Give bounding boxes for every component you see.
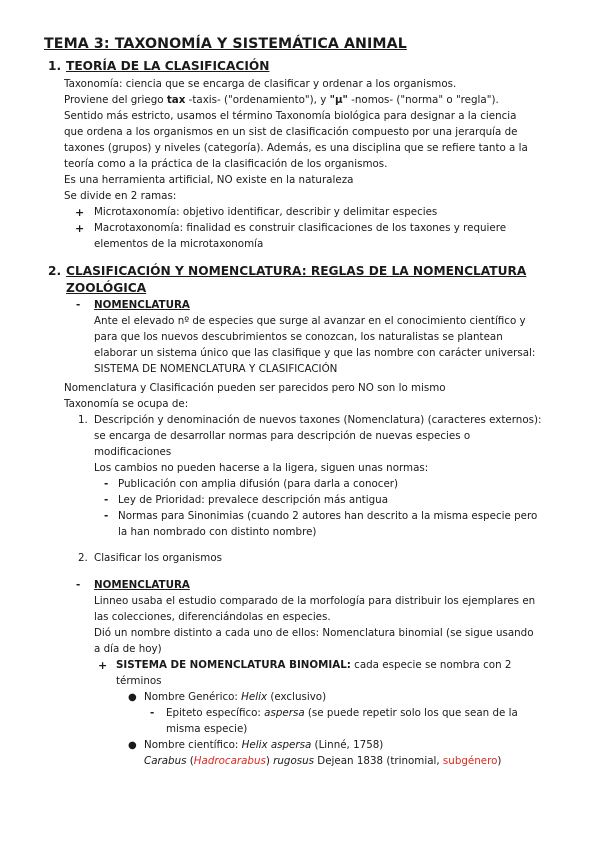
list-item-continuation: términos <box>116 675 162 687</box>
list-item: Nombre científico: Helix aspersa (Linné, 1758) <box>144 739 384 751</box>
list-item-continuation: modificaciones <box>94 446 172 458</box>
disc-bullet-icon: ● <box>128 692 137 703</box>
example-line: Carabus (Hadrocarabus) rugosus Dejean 1838 (trinomial, subgénero) <box>144 755 502 767</box>
dash-bullet-icon: - <box>76 579 81 591</box>
paragraph-line: SISTEMA DE NOMENCLATURA Y CLASIFICACIÓN <box>94 363 338 375</box>
paragraph-line: Sentido más estricto, usamos el término Taxonomía biológica para designar a la ciencia <box>64 110 517 122</box>
section-number: 1. <box>48 59 62 73</box>
paragraph-line: para que los nuevos descubrimientos se conozcan, los naturalistas se plantean <box>94 331 503 343</box>
paragraph-line: Proviene del griego tax -taxis- ("ordenamiento"), y "μ" -nomos- ("norma" o "regla"). <box>64 94 499 106</box>
paragraph-line: taxones (grupos) y niveles (categoría). Además, es una disciplina que se refiere tanto a la <box>64 142 528 154</box>
paragraph-line: a día de hoy) <box>94 643 162 655</box>
list-item-continuation: se encarga de desarrollar normas para descripción de nuevas especies o <box>94 430 471 442</box>
paragraph-line: Ante el elevado nº de especies que surge al avanzar en el conocimiento científico y <box>94 315 526 327</box>
subheading: NOMENCLATURA <box>94 579 190 591</box>
list-item: Descripción y denominación de nuevos taxones (Nomenclatura) (caracteres externos): <box>94 414 542 426</box>
plus-bullet-icon: + <box>75 206 85 219</box>
paragraph-line: Dió un nombre distinto a cada uno de ellos: Nomenclatura binomial (se sigue usando <box>94 627 534 639</box>
paragraph-line: Es una herramienta artificial, NO existe en la naturaleza <box>64 174 354 186</box>
paragraph-line: Se divide en 2 ramas: <box>64 190 177 202</box>
section-2-heading <box>48 263 568 297</box>
list-item: SISTEMA DE NOMENCLATURA BINOMIAL: cada especie se nombra con 2 <box>116 659 512 671</box>
section-1-heading <box>48 58 448 75</box>
dash-bullet-icon: - <box>150 707 155 719</box>
subheading: NOMENCLATURA <box>94 299 190 311</box>
disc-bullet-icon: ● <box>128 740 137 751</box>
paragraph-line: Taxonomía se ocupa de: <box>64 398 189 410</box>
page-title: TEMA 3: TAXONOMÍA Y SISTEMÁTICA ANIMAL <box>44 36 407 52</box>
list-number: 2. <box>78 552 88 564</box>
paragraph-line: que ordena a los organismos en un sist de clasificación compuesto por una jerarquía de <box>64 126 518 138</box>
paragraph-line: elaborar un sistema único que las clasifique y que las nombre con carácter universal: <box>94 347 536 359</box>
list-item: Publicación con amplia difusión (para darla a conocer) <box>118 478 399 490</box>
list-number: 1. <box>78 414 88 426</box>
list-item: Clasificar los organismos <box>94 552 222 564</box>
list-item-continuation: Los cambios no pueden hacerse a la ligera, siguen unas normas: <box>94 462 429 474</box>
list-item: Microtaxonomía: objetivo identificar, describir y delimitar especies <box>94 206 438 218</box>
section-title: CLASIFICACIÓN Y NOMENCLATURA: REGLAS DE LA NOMENCLATURA <box>66 264 527 278</box>
list-item: Normas para Sinonimias (cuando 2 autores han descrito a la misma especie pero <box>118 510 538 522</box>
list-item: Nombre Genérico: Helix (exclusivo) <box>144 691 327 703</box>
dash-bullet-icon: - <box>104 478 109 490</box>
paragraph-line: Taxonomía: ciencia que se encarga de clasificar y ordenar a los organismos. <box>64 78 457 90</box>
plus-bullet-icon: + <box>75 222 85 235</box>
paragraph-line: teoría como a la práctica de la clasificación de los organismos. <box>64 158 388 170</box>
section-number: 2. <box>48 264 62 278</box>
list-item-continuation: elementos de la microtaxonomía <box>94 238 264 250</box>
paragraph-line: las colecciones, diferenciándolas en especies. <box>94 611 331 623</box>
list-item: Epiteto específico: aspersa (se puede repetir solo los que sean de la <box>166 707 518 719</box>
paragraph-line: Nomenclatura y Clasificación pueden ser parecidos pero NO son lo mismo <box>64 382 446 394</box>
list-item-continuation: la han nombrado con distinto nombre) <box>118 526 317 538</box>
list-item: Ley de Prioridad: prevalece descripción más antigua <box>118 494 389 506</box>
dash-bullet-icon: - <box>76 299 81 311</box>
section-title-continuation: ZOOLÓGICA <box>66 281 147 295</box>
dash-bullet-icon: - <box>104 494 109 506</box>
list-item-continuation: misma especie) <box>166 723 248 735</box>
plus-bullet-icon: + <box>98 659 108 672</box>
paragraph-line: Linneo usaba el estudio comparado de la morfología para distribuir los ejemplares en <box>94 595 536 607</box>
section-title: TEORÍA DE LA CLASIFICACIÓN <box>66 59 270 73</box>
dash-bullet-icon: - <box>104 510 109 522</box>
list-item: Macrotaxonomía: finalidad es construir clasificaciones de los taxones y requiere <box>94 222 507 234</box>
